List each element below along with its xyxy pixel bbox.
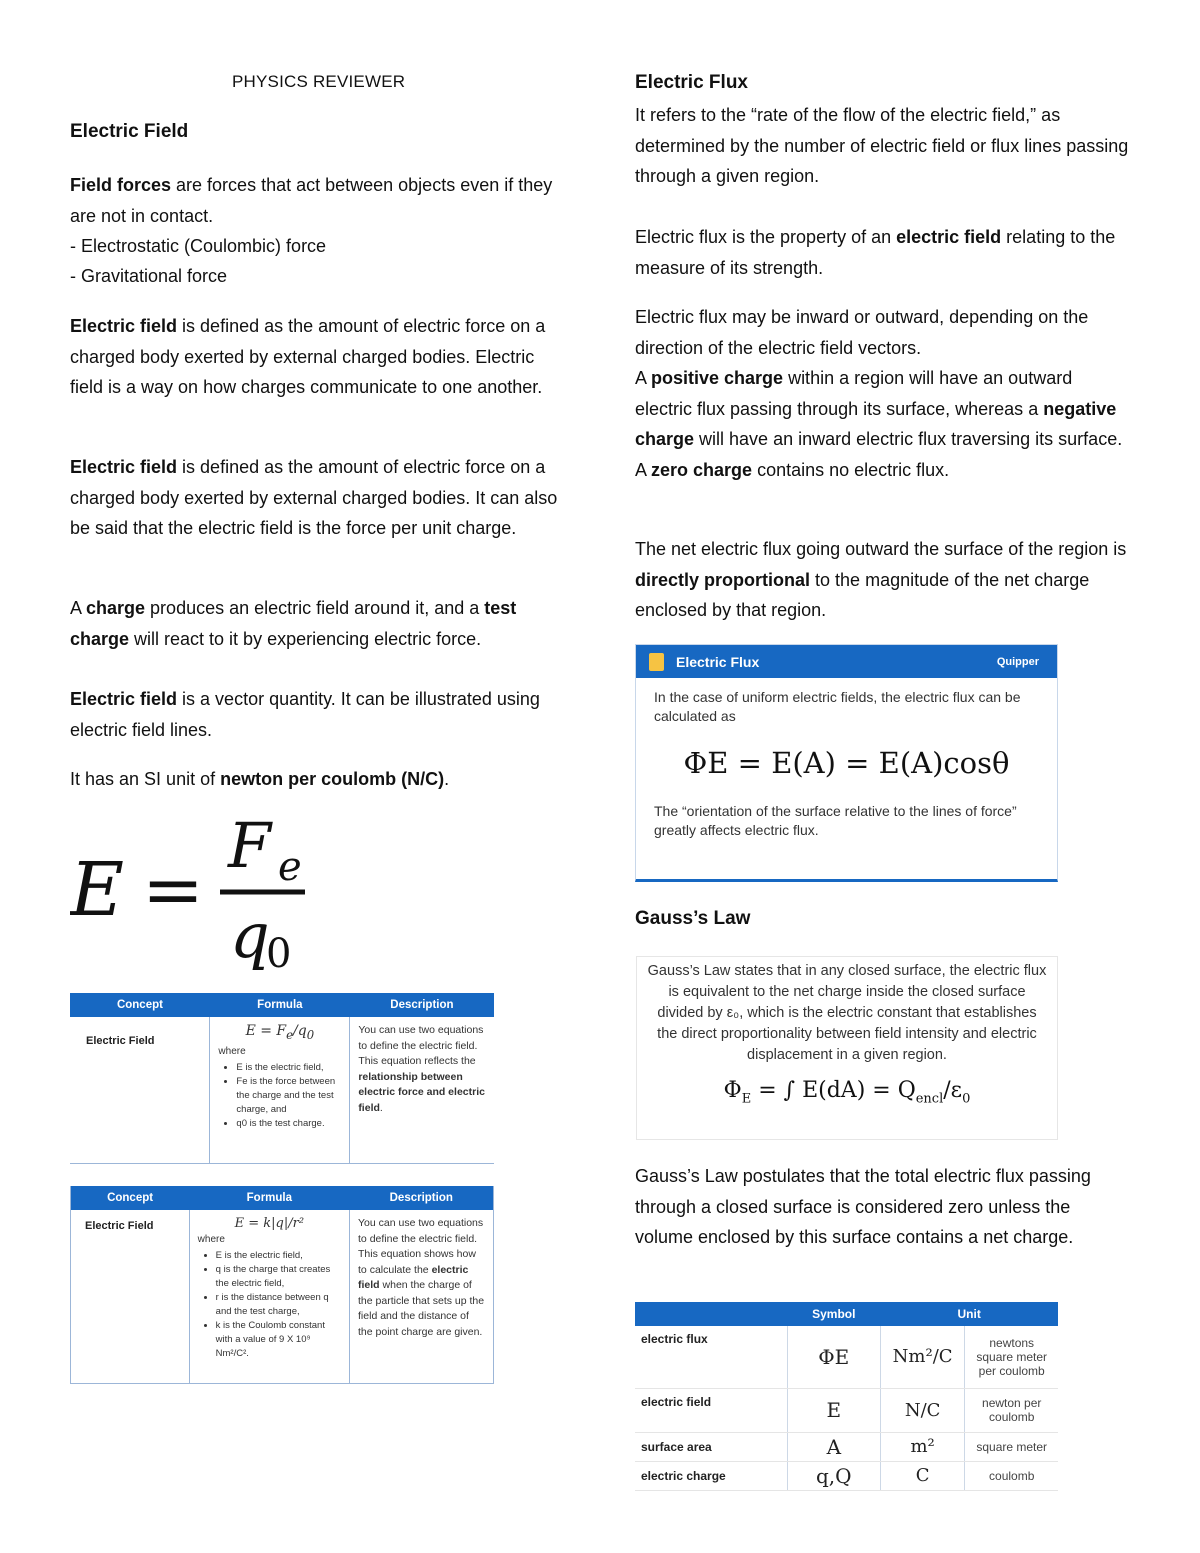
bullet-gravitational: - Gravitational force	[70, 266, 228, 286]
unit-row-words: newtons square meter per coulomb	[965, 1326, 1058, 1388]
table2-concept-cell: Electric Field	[71, 1210, 189, 1383]
unit-row-symbol: ΦE	[787, 1326, 880, 1388]
unit-row-unit: C	[880, 1461, 965, 1490]
table2-header-formula: Formula	[189, 1186, 349, 1210]
table1-header-description: Description	[350, 993, 494, 1017]
table2-item: • k is the Coulomb constant with a value of 9 X 10⁹ Nm²/C².	[216, 1319, 341, 1361]
table2-description-cell: You can use two equations to define the electric field. This equation shows how to calculate the electric field when the charge of the particle that sets up the field and the distance of the point charge are given.	[358, 1217, 485, 1338]
flux-card-formula: ΦE = E(A) = E(A)cosθ	[683, 746, 1010, 780]
table1-item: • Fe is the force between the charge and the test charge, and	[236, 1075, 341, 1117]
gauss-formula: $\Phi_E$ = ∫ $E(dA) = Q_{encl}/\varepsilon_0$	[723, 1078, 971, 1107]
table1-where: where	[218, 1045, 246, 1057]
svg-text:q: q	[230, 899, 270, 972]
flux-card-title: Electric Flux	[676, 653, 760, 670]
table2-header-description: Description	[350, 1186, 493, 1210]
table2-header-concept: Concept	[71, 1186, 189, 1210]
section-heading-electric-flux: Electric Flux	[635, 72, 748, 93]
unit-row-words: newton per coulomb	[965, 1388, 1058, 1432]
table1-formula: $E = F_e/q_0$	[245, 1023, 315, 1042]
flux-card-text-2: The “orientation of the surface relative to the lines of force” greatly affects electric flux.	[654, 803, 1017, 838]
unit-row-unit: N/C	[880, 1388, 965, 1432]
electric-field-definition-2: Electric field is defined as the amount of electric force on a charged body exerted by external charged bodies. It can also be said that the electric field is the force per unit charge.	[70, 457, 558, 538]
table1-item: • q0 is the test charge.	[236, 1117, 341, 1131]
gauss-card-text: Gauss’s Law states that in any closed surface, the electric flux is equivalent to the net charge inside the closed surface divided by ε₀, which is the electric constant that establishes the direct proportionality between field intensity and electric displacement in a given region.	[647, 963, 1047, 1063]
unit-row-symbol: q,Q	[787, 1461, 880, 1490]
table2-where: where	[197, 1234, 225, 1245]
si-unit-paragraph: It has an SI unit of newton per coulomb (N/C).	[70, 769, 450, 789]
unit-row-name: electric flux	[635, 1326, 787, 1388]
note-icon	[649, 653, 664, 671]
symbol-unit-table	[635, 1302, 1058, 1491]
svg-text:0: 0	[266, 931, 292, 977]
table1-header-concept: Concept	[70, 993, 210, 1017]
table1-description-cell: You can use two equations to define the electric field. This equation reflects the relationship between electric force and electric field.	[358, 1024, 485, 1114]
table1-formula-cell	[210, 1017, 350, 1163]
unit-row-unit: Nm²/C	[880, 1326, 965, 1388]
concept-table-2	[70, 1186, 494, 1384]
table1-header-formula: Formula	[210, 993, 350, 1017]
unit-row-name: electric charge	[635, 1461, 787, 1490]
flux-definition-paragraph: It refers to the “rate of the flow of the electric field,” as determined by the number of electric field or flux lines passing through a given region.	[635, 105, 1129, 186]
svg-text:=: =	[142, 847, 205, 933]
page-title: PHYSICS REVIEWER	[232, 72, 406, 91]
unit-row-words: coulomb	[965, 1461, 1058, 1490]
bullet-electrostatic: - Electrostatic (Coulombic) force	[70, 236, 327, 256]
table2-item: • q is the charge that creates the electric field,	[216, 1263, 341, 1291]
electric-flux-card	[635, 644, 1058, 882]
unit-row-unit: m²	[880, 1432, 965, 1461]
unit-row-words: square meter	[965, 1432, 1058, 1461]
table2-formula: E = k|q|/r²	[234, 1216, 305, 1231]
electric-field-definition-1: Electric field is defined as the amount of electric force on a charged body exerted by external charged bodies. Electric field is a way on how charges communicate to one another.	[70, 316, 546, 397]
vector-quantity-paragraph: Electric field is a vector quantity. It can be illustrated using electric field lines.	[70, 689, 540, 740]
table2-formula-cell	[189, 1210, 349, 1383]
svg-text:e: e	[278, 844, 302, 890]
table1-item: • E is the electric field,	[236, 1061, 341, 1075]
net-flux-paragraph: The net electric flux going outward the surface of the region is directly proportional to the magnitude of the net charge enclosed by that region.	[635, 539, 1127, 620]
table2-item: • r is the distance between q and the test charge,	[216, 1291, 341, 1319]
svg-text:F: F	[228, 812, 272, 882]
unit-row-name: surface area	[635, 1432, 787, 1461]
unit-table-header-symbol: Symbol	[787, 1302, 880, 1326]
flux-direction-paragraph: Electric flux may be inward or outward, depending on the direction of the electric field vectors.	[635, 307, 1089, 358]
table1-concept-cell: Electric Field	[70, 1017, 210, 1163]
table-row	[635, 1432, 1058, 1461]
flux-card-text-1: In the case of uniform electric fields, the electric flux can be calculated as	[654, 689, 1021, 724]
gauss-postulate-paragraph: Gauss’s Law postulates that the total electric flux passing through a closed surface is considered zero unless the volume enclosed by this surface contains a net charge.	[635, 1166, 1091, 1247]
electric-field-formula	[70, 812, 330, 977]
table-row	[635, 1388, 1058, 1432]
unit-row-name: electric field	[635, 1388, 787, 1432]
charge-paragraph: A charge produces an electric field around it, and a test charge will react to it by experiencing electric force.	[70, 598, 517, 649]
table-row	[635, 1326, 1058, 1388]
concept-table-1	[70, 993, 494, 1164]
unit-row-symbol: E	[787, 1388, 880, 1432]
flux-card-header	[636, 645, 1057, 678]
unit-table-header-blank	[635, 1302, 787, 1326]
gauss-law-card	[636, 956, 1058, 1140]
flux-property-paragraph: Electric flux is the property of an electric field relating to the measure of its strength.	[635, 227, 1116, 278]
section-heading-gauss-law: Gauss’s Law	[635, 908, 751, 929]
section-heading-electric-field: Electric Field	[70, 121, 189, 142]
table-row	[635, 1461, 1058, 1490]
svg-text:E: E	[70, 847, 125, 933]
unit-table-header-unit: Unit	[880, 1302, 1058, 1326]
unit-row-symbol: A	[787, 1432, 880, 1461]
brand-logo: Quipper	[996, 655, 1039, 668]
field-forces-paragraph: Field forces are forces that act between objects even if they are not in contact.	[70, 175, 553, 226]
table2-item: • E is the electric field,	[216, 1249, 341, 1263]
flux-charge-paragraph: A positive charge within a region will have an outward electric flux passing through its surface, whereas a negative charge will have an inward electric flux traversing its surface. A zero charge contains no electric flux.	[635, 368, 1123, 480]
